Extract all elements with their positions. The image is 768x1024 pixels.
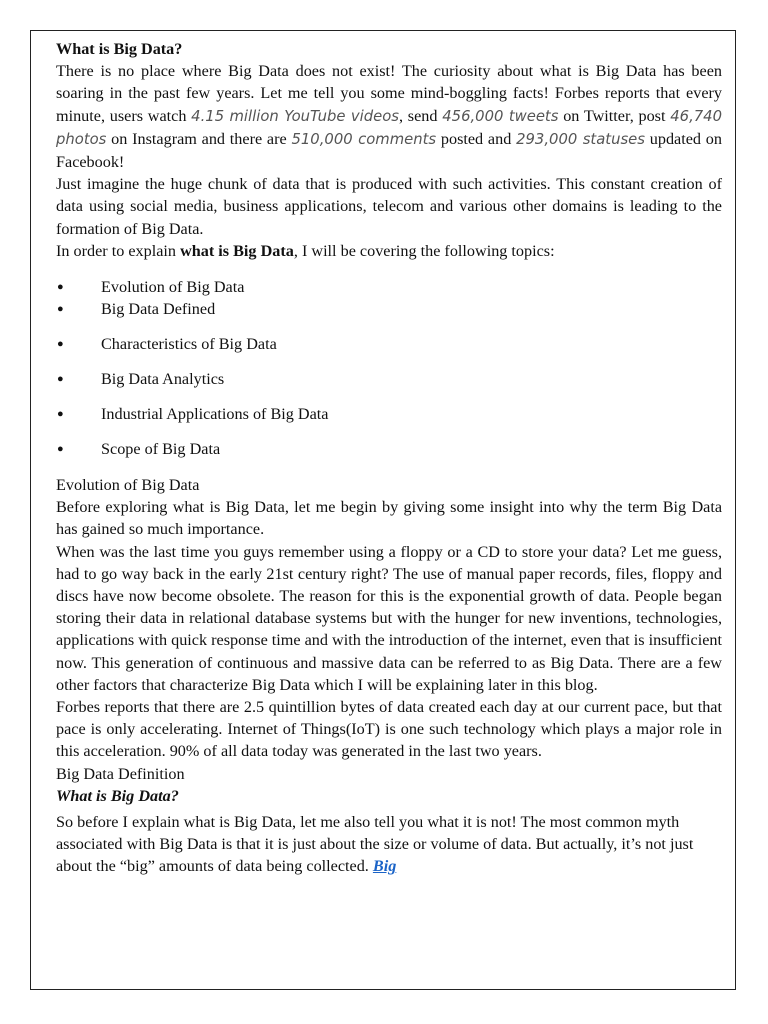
topics-intro-bold: what is Big Data: [180, 241, 294, 260]
topics-list: [56, 276, 722, 460]
stat-comments: 510,000 comments: [291, 130, 437, 148]
list-item: [56, 333, 722, 355]
definition-paragraph: [56, 811, 722, 878]
bullet-icon: ●: [57, 408, 64, 421]
topic-label: Scope of Big Data: [101, 440, 221, 459]
bullet-icon: ●: [57, 338, 64, 351]
bullet-icon: ●: [57, 303, 64, 316]
intro-text-1: There is no place where Big Data does not exist! The curiosity about what is Big Data has been soaring in the past few years. Let me tell you some mind-boggling facts! Forbes reports that every minute, users watch: [56, 62, 722, 125]
subheading-what-is-big-data: What is Big Data?: [56, 786, 179, 805]
intro-text-2: , send: [399, 106, 443, 125]
stat-youtube-videos: 4.15 million YouTube videos: [191, 107, 400, 125]
list-item: [56, 403, 722, 425]
intro-text-3: on Twitter, post: [558, 106, 671, 125]
intro-text-6: updated on Facebook!: [56, 129, 722, 172]
list-item: [56, 276, 722, 298]
evolution-paragraph-1: Before exploring what is Big Data, let me begin by giving some insight into why the term Big Data has gained so much importance.: [56, 498, 722, 539]
bullet-icon: ●: [57, 281, 64, 294]
list-item: [56, 438, 722, 460]
heading-what-is-big-data: What is Big Data?: [56, 40, 183, 58]
topic-label: Big Data Analytics: [101, 370, 225, 389]
big-data-link[interactable]: Big: [372, 857, 397, 876]
stat-photos: 46,740 photos: [56, 107, 723, 148]
evolution-paragraph-2: When was the last time you guys remember using a floppy or a CD to store your data? Let me guess, had to go way back in the early 21st century right? The use of manual paper records, files, floppy and discs have now become obsolete. The reason for this is the exponential growth of data. People began storing their data in relational database systems but with the hunger for new inventions, technologies, applications with quick response time and with the introduction of the internet, even that is insufficient now. This generation of continuous and massive data can be referred to as Big Data. There are a few other factors that characterize Big Data which I will be explaining later in this blog.: [56, 542, 722, 694]
topic-label: Industrial Applications of Big Data: [101, 405, 329, 424]
stat-statuses: 293,000 statuses: [516, 130, 645, 148]
list-item: [56, 368, 722, 390]
topics-intro-before: In order to explain: [56, 241, 181, 260]
paragraph-topics-intro: [56, 240, 722, 262]
section-title-evolution: Evolution of Big Data: [56, 476, 200, 495]
topic-label: Evolution of Big Data: [101, 278, 245, 297]
document-body: [56, 38, 722, 878]
topic-label: Big Data Defined: [101, 300, 216, 319]
definition-text: So before I explain what is Big Data, let me also tell you what it is not! The most common myth associated with Big Data is that it is just about the size or volume of data. But actually, it’s not just about the “big” amounts of data being collected.: [56, 813, 694, 876]
stat-tweets: 456,000 tweets: [442, 107, 559, 125]
paragraph-huge-chunk: Just imagine the huge chunk of data that is produced with such activities. This constant creation of data using social media, business applications, telecom and various other domains is leading to the formation of Big Data.: [56, 175, 722, 238]
intro-text-4: on Instagram and there are: [106, 129, 292, 148]
topics-intro-after: , I will be covering the following topics:: [293, 241, 555, 260]
bullet-icon: ●: [57, 443, 64, 456]
topic-label: Characteristics of Big Data: [101, 335, 277, 354]
list-item: [56, 298, 722, 320]
intro-text-5: posted and: [436, 129, 517, 148]
intro-paragraph: [56, 60, 722, 173]
evolution-paragraph-3: Forbes reports that there are 2.5 quintillion bytes of data created each day at our current pace, but that pace is only accelerating. Internet of Things(IoT) is one such technology which plays a major role in this acceleration. 90% of all data today was generated in the last two years.: [56, 698, 722, 761]
section-title-definition: Big Data Definition: [56, 764, 185, 783]
bullet-icon: ●: [57, 373, 64, 386]
